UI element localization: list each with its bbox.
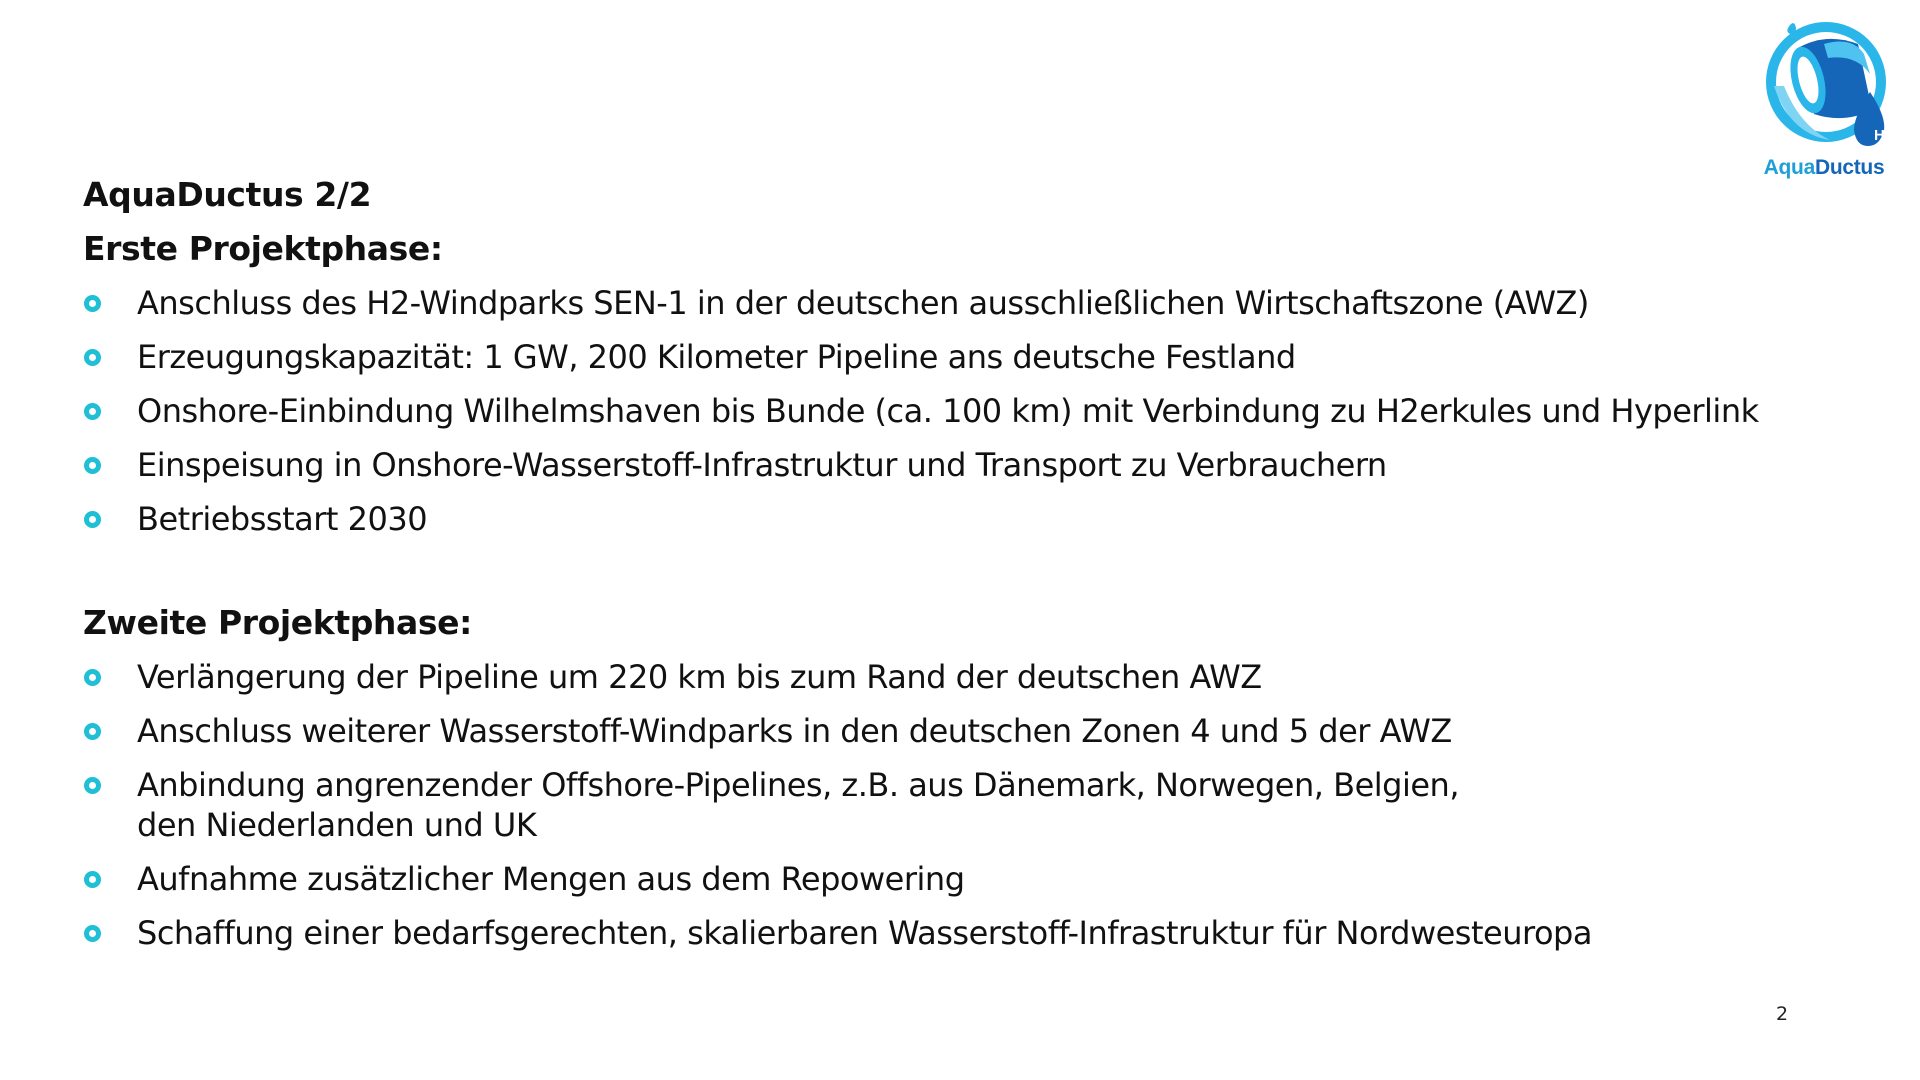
list-item bbox=[83, 276, 1783, 330]
slide-content bbox=[83, 168, 1783, 960]
list-item-text: Erzeugungskapazität: 1 GW, 200 Kilometer Pipeline ans deutsche Festland bbox=[137, 338, 1296, 376]
list-item bbox=[83, 758, 1783, 852]
bullet-ring-icon bbox=[84, 349, 101, 366]
bullet-ring-icon bbox=[84, 457, 101, 474]
list-item bbox=[83, 330, 1783, 384]
phase1-list bbox=[83, 276, 1783, 546]
list-item bbox=[83, 650, 1783, 704]
list-item bbox=[83, 906, 1783, 960]
svg-text:2: 2 bbox=[1885, 136, 1891, 146]
phase1-heading: Erste Projektphase: bbox=[83, 229, 443, 268]
list-item bbox=[83, 438, 1783, 492]
bullet-ring-icon bbox=[84, 723, 101, 740]
page-number: 2 bbox=[1776, 1003, 1789, 1025]
list-item-text: Onshore-Einbindung Wilhelmshaven bis Bunde (ca. 100 km) mit Verbindung zu H2erkules und Hyperlink bbox=[137, 392, 1759, 430]
list-item-text: Einspeisung in Onshore-Wasserstoff-Infrastruktur und Transport zu Verbrauchern bbox=[137, 446, 1387, 484]
bullet-ring-icon bbox=[84, 511, 101, 528]
logo-text-ductus: Ductus bbox=[1814, 156, 1885, 179]
list-item-text: Schaffung einer bedarfsgerechten, skalierbaren Wasserstoff-Infrastruktur für Nordwesteuropa bbox=[137, 914, 1592, 952]
list-item-text: Verlängerung der Pipeline um 220 km bis zum Rand der deutschen AWZ bbox=[137, 658, 1262, 696]
bullet-ring-icon bbox=[84, 669, 101, 686]
list-item bbox=[83, 852, 1783, 906]
list-item-text: Anschluss des H2-Windparks SEN-1 in der deutschen ausschließlichen Wirtschaftszone (AWZ) bbox=[137, 284, 1589, 322]
svg-text:H: H bbox=[1874, 127, 1885, 144]
aquaductus-logo bbox=[1744, 14, 1904, 189]
slide-title: AquaDuctus 2/2 bbox=[83, 175, 372, 214]
section-spacer bbox=[83, 546, 1783, 596]
h2-badge bbox=[1866, 116, 1906, 156]
list-item-text: Anschluss weiterer Wasserstoff-Windparks in den deutschen Zonen 4 und 5 der AWZ bbox=[137, 712, 1452, 750]
list-item-text: Aufnahme zusätzlicher Mengen aus dem Repowering bbox=[137, 860, 965, 898]
phase2-heading: Zweite Projektphase: bbox=[83, 603, 472, 642]
list-item bbox=[83, 492, 1783, 546]
bullet-ring-icon bbox=[84, 871, 101, 888]
list-item-text-line1: Anbindung angrenzender Offshore-Pipelines, z.B. aus Dänemark, Norwegen, Belgien, bbox=[137, 766, 1459, 804]
list-item bbox=[83, 704, 1783, 758]
bullet-ring-icon bbox=[84, 925, 101, 942]
bullet-ring-icon bbox=[84, 295, 101, 312]
bullet-ring-icon bbox=[84, 777, 101, 794]
list-item bbox=[83, 384, 1783, 438]
logo-text-aqua: Aqua bbox=[1763, 156, 1815, 179]
list-item-text: Betriebsstart 2030 bbox=[137, 500, 428, 538]
phase2-list bbox=[83, 650, 1783, 960]
list-item-text-line2: den Niederlanden und UK bbox=[137, 806, 537, 844]
bullet-ring-icon bbox=[84, 403, 101, 420]
